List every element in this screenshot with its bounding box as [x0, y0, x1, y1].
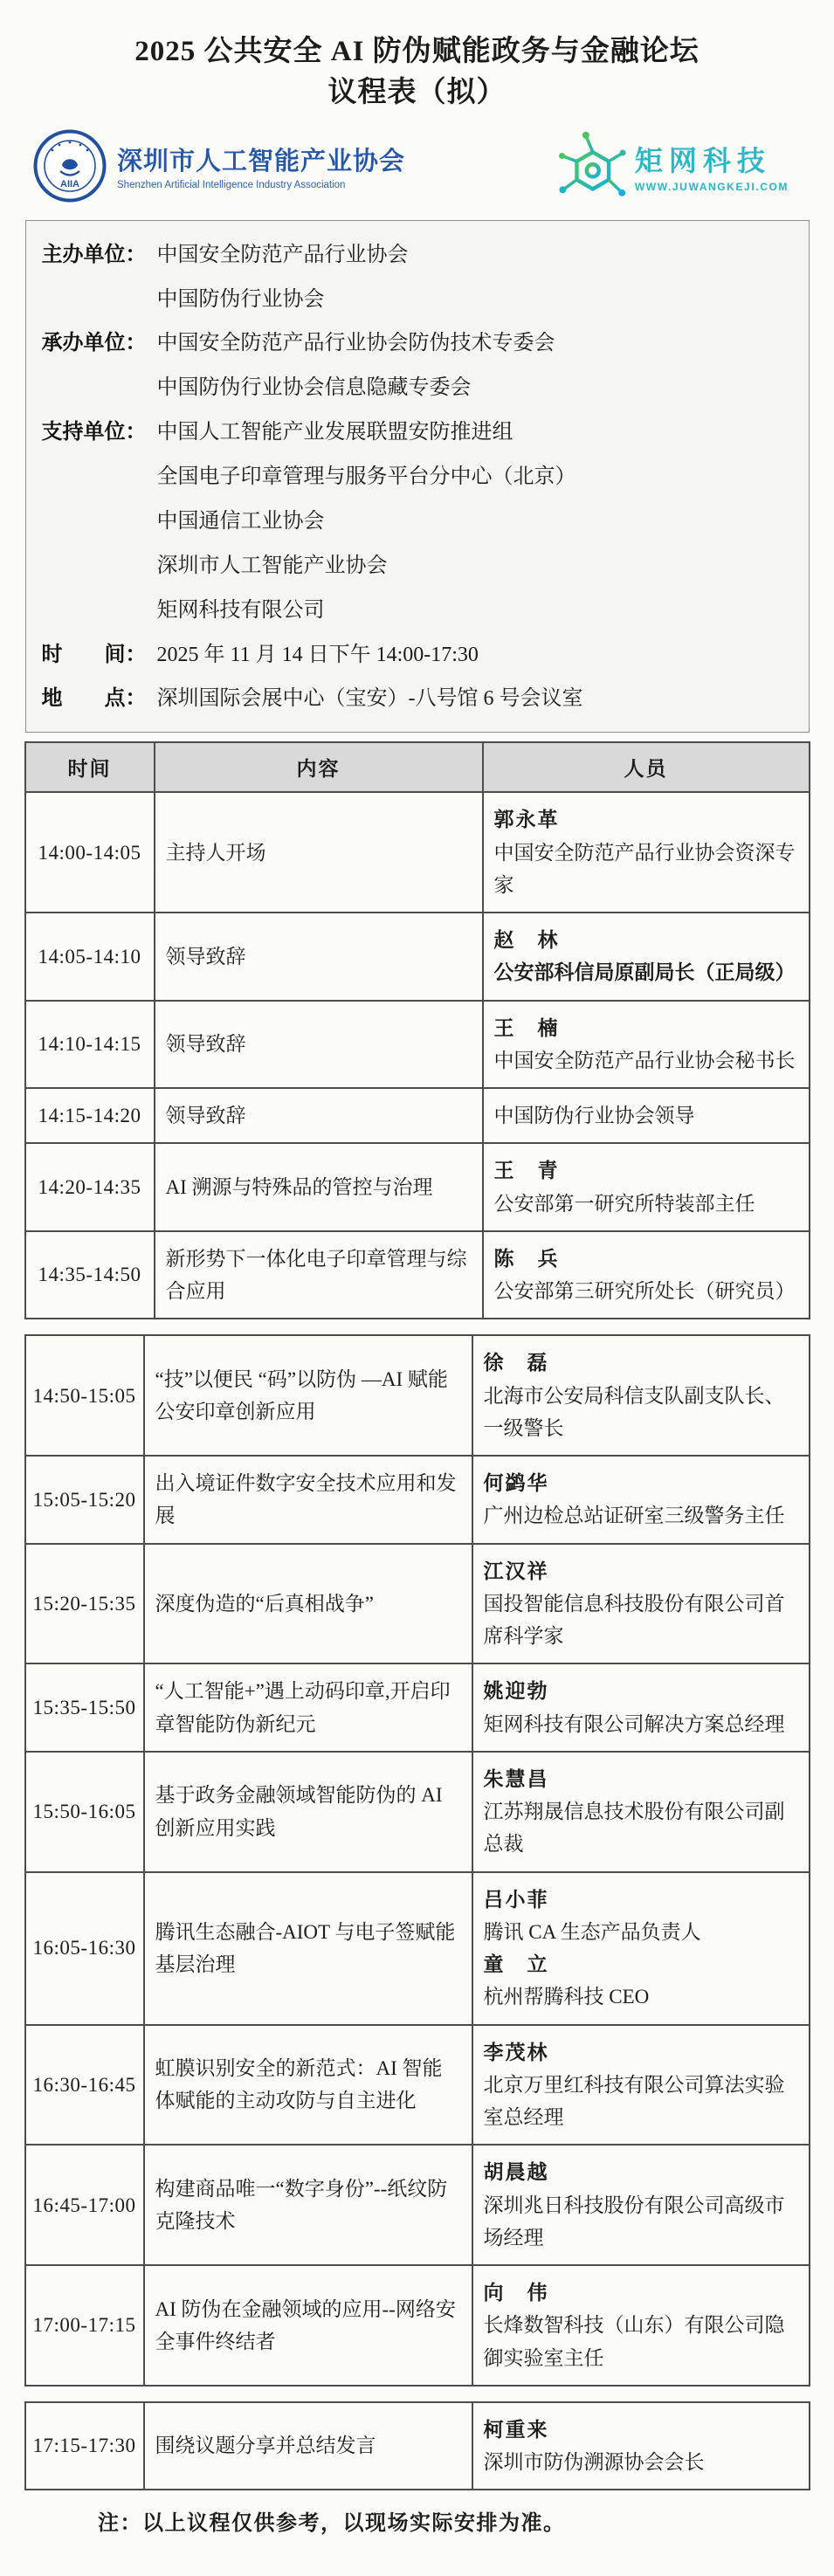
speaker-name: 李茂林 [483, 2041, 549, 2063]
time-cell: 15:50-16:05 [25, 1752, 144, 1872]
aiia-logo-text [117, 141, 405, 190]
time-cell: 15:35-15:50 [25, 1663, 144, 1752]
speaker-name: 王 青 [493, 1160, 560, 1182]
agenda-row [25, 1663, 810, 1752]
info-value-line: 中国防伪行业协会信息隐藏专委会 [156, 376, 472, 400]
time-cell: 16:45-17:00 [25, 2145, 144, 2265]
speaker-role: 北海市公安局科信支队副支队长、一级警长 [483, 1384, 785, 1439]
speaker-cell [483, 913, 810, 1001]
time-cell: 14:15-14:20 [25, 1088, 155, 1143]
aiia-emblem-icon [33, 129, 107, 203]
speaker-role: 广州边检总站证研室三级警务主任 [483, 1505, 785, 1527]
speaker-cell [483, 1088, 810, 1143]
topic-cell: AI 溯源与特殊品的管控与治理 [155, 1143, 483, 1231]
agenda-row [25, 1231, 810, 1319]
speaker-name: 徐 磊 [483, 1352, 549, 1374]
info-row [42, 321, 793, 410]
topic-cell: 领导致辞 [155, 1001, 483, 1089]
agenda-row [25, 1143, 810, 1231]
speaker-cell [472, 1335, 810, 1456]
speaker-name: 江汉祥 [483, 1560, 549, 1582]
info-label: 地 点： [41, 687, 147, 711]
aiia-logo-name-en: Shenzhen Artificial Intelligence Industry Association [117, 179, 346, 190]
time-cell: 16:05-16:30 [25, 1872, 144, 2025]
speaker-cell [472, 1544, 810, 1664]
topic-cell: 深度伪造的“后真相战争” [144, 1544, 472, 1664]
speaker-cell [472, 2402, 810, 2490]
time-cell: 17:00-17:15 [25, 2265, 144, 2386]
info-label: 时 间： [41, 643, 147, 666]
agenda-row [25, 2402, 810, 2490]
event-info-box [25, 220, 810, 734]
speaker-role: 长烽数智科技（山东）有限公司隐御实验室主任 [483, 2314, 785, 2369]
topic-cell: 领导致辞 [155, 913, 483, 1001]
agenda-row [25, 1752, 810, 1872]
speaker-name: 向 伟 [483, 2282, 549, 2304]
speaker-role: 公安部第三研究所处长（研究员） [493, 1280, 796, 1303]
speaker-cell [472, 1663, 810, 1752]
info-value-line: 矩网科技有限公司 [156, 598, 325, 622]
speaker-cell [483, 1231, 810, 1319]
time-cell: 15:05-15:20 [25, 1456, 144, 1544]
topic-cell: 构建商品唯一“数字身份”--纸纹防克隆技术 [144, 2145, 472, 2265]
speaker-name: 朱慧昌 [483, 1767, 549, 1790]
column-header: 内容 [155, 742, 483, 792]
speaker-role: 深圳兆日科技股份有限公司高级市场经理 [483, 2194, 785, 2249]
info-row [42, 410, 793, 632]
info-row [42, 233, 793, 322]
juwang-logo-name: 矩网科技 [634, 144, 771, 176]
agenda-row [25, 1872, 810, 2025]
agenda-row [25, 1456, 810, 1544]
speaker-name: 陈 兵 [493, 1247, 560, 1270]
topic-cell: “技”以便民 “码”以防伪 —AI 赋能公安印章创新应用 [144, 1335, 472, 1456]
network-molecule-icon [553, 127, 630, 204]
time-cell: 15:20-15:35 [25, 1544, 144, 1664]
topic-cell: 虹膜识别安全的新范式：AI 智能体赋能的主动攻防与自主进化 [144, 2025, 472, 2146]
time-cell: 14:00-14:05 [25, 792, 155, 913]
agenda-tables [24, 741, 810, 2490]
page-title-line2: 议程表（拟） [327, 76, 507, 108]
info-value-line: 深圳市人工智能产业协会 [156, 554, 388, 577]
info-value-line: 中国安全防范产品行业协会 [156, 243, 409, 266]
time-cell: 14:10-14:15 [25, 1001, 155, 1089]
agenda-header-row [25, 742, 810, 792]
info-row [42, 633, 793, 678]
agenda-row [25, 1544, 810, 1664]
topic-cell: “人工智能+”遇上动码印章,开启印章智能防伪新纪元 [144, 1663, 472, 1752]
info-label: 支持单位： [41, 421, 147, 444]
page-title-line1: 2025 公共安全 AI 防伪赋能政务与金融论坛 [134, 36, 700, 67]
time-cell: 14:05-14:10 [25, 913, 155, 1001]
speaker-name: 柯重来 [483, 2418, 549, 2441]
speaker-role: 中国安全防范产品行业协会秘书长 [493, 1049, 796, 1071]
agenda-row [25, 913, 810, 1001]
column-header: 时间 [25, 742, 155, 792]
agenda-row [25, 2145, 810, 2265]
shenzhen-aiia-logo [33, 129, 405, 203]
speaker-name: 童 立 [483, 1953, 549, 1976]
speaker-name: 郭永革 [493, 809, 560, 831]
footnote: 注：以上议程仅供参考，以现场实际安排为准。 [98, 2512, 566, 2536]
speaker-cell [483, 792, 810, 913]
speaker-cell [483, 1001, 810, 1089]
speaker-cell [472, 2025, 810, 2146]
agenda-row [25, 792, 810, 913]
speaker-role: 杭州帮腾科技 CEO [483, 1986, 650, 2008]
topic-cell: 腾讯生态融合-AIOT 与电子签赋能基层治理 [144, 1872, 472, 2025]
topic-cell: 主持人开场 [155, 792, 483, 913]
time-cell: 14:20-14:35 [25, 1143, 155, 1231]
column-header: 人员 [483, 742, 810, 792]
info-values [157, 633, 793, 678]
speaker-name: 王 楠 [493, 1016, 560, 1039]
time-cell: 14:35-14:50 [25, 1231, 155, 1319]
info-values [157, 233, 793, 322]
speaker-role: 公安部第一研究所特装部主任 [493, 1192, 755, 1215]
speaker-name: 何鹢华 [483, 1472, 549, 1495]
speaker-name: 胡晨越 [483, 2161, 549, 2184]
agenda-table-block-2 [24, 1334, 810, 2387]
info-values [157, 677, 793, 721]
agenda-row [25, 2265, 810, 2386]
speaker-role: 腾讯 CA 生态产品负责人 [483, 1920, 701, 1943]
topic-cell: 基于政务金融领域智能防伪的 AI 创新应用实践 [144, 1752, 472, 1872]
info-value-line: 深圳国际会展中心（宝安）-八号馆 6 号会议室 [156, 687, 583, 711]
speaker-role: 矩网科技有限公司解决方案总经理 [483, 1712, 785, 1735]
info-values [157, 410, 793, 632]
speaker-cell [472, 2265, 810, 2386]
juwang-logo [553, 127, 789, 204]
info-value-line: 全国电子印章管理与服务平台分中心（北京） [156, 465, 576, 489]
topic-cell: 领导致辞 [155, 1088, 483, 1143]
speaker-role: 江苏翔晟信息技术股份有限公司副总裁 [483, 1801, 785, 1856]
speaker-name: 姚迎勃 [483, 1680, 549, 1703]
topic-cell: 新形势下一体化电子印章管理与综合应用 [155, 1231, 483, 1319]
info-label: 承办单位： [41, 332, 147, 355]
agenda-row [25, 1088, 810, 1143]
agenda-row [25, 2025, 810, 2146]
logo-row [0, 114, 834, 210]
juwang-logo-url: WWW.JUWANGKEJI.COM [634, 180, 789, 193]
info-value-line: 中国人工智能产业发展联盟安防推进组 [156, 421, 513, 444]
speaker-cell [472, 1456, 810, 1544]
time-cell: 17:15-17:30 [25, 2402, 144, 2490]
svg-text:AIIA: AIIA [60, 178, 79, 189]
speaker-cell [472, 1752, 810, 1872]
topic-cell: 围绕议题分享并总结发言 [144, 2402, 472, 2490]
agenda-row [25, 1335, 810, 1456]
speaker-role: 中国安全防范产品行业协会资深专家 [493, 841, 796, 896]
speaker-role: 深圳市防伪溯源协会会长 [483, 2451, 705, 2474]
speaker-role: 公安部科信局原副局长（正局级） [493, 961, 796, 984]
juwang-logo-text [635, 139, 789, 193]
speaker-role: 国投智能信息科技股份有限公司首席科学家 [483, 1592, 785, 1648]
agenda-row [25, 1001, 810, 1089]
info-row [42, 677, 793, 721]
speaker-cell [472, 2145, 810, 2265]
info-value-line: 中国通信工业协会 [156, 509, 325, 533]
info-value-line: 2025 年 11 月 14 日下午 14:00-17:30 [156, 643, 479, 666]
speaker-name: 赵 林 [493, 929, 560, 952]
page-title [0, 31, 834, 114]
time-cell: 14:50-15:05 [25, 1335, 144, 1456]
info-value-line: 中国防伪行业协会 [156, 287, 325, 311]
aiia-logo-name: 深圳市人工智能产业协会 [117, 147, 406, 176]
speaker-name: 吕小菲 [483, 1888, 549, 1911]
time-cell: 16:30-16:45 [25, 2025, 144, 2146]
topic-cell: AI 防伪在金融领域的应用--网络安全事件终结者 [144, 2265, 472, 2386]
info-label: 主办单位： [41, 243, 147, 266]
speaker-cell [483, 1143, 810, 1231]
info-value-line: 中国安全防范产品行业协会防伪技术专委会 [156, 332, 555, 355]
info-values [157, 321, 793, 410]
speaker-role: 北京万里红科技有限公司算法实验室总经理 [483, 2073, 785, 2129]
speaker-cell [472, 1872, 810, 2025]
speaker-role: 中国防伪行业协会领导 [493, 1105, 695, 1127]
topic-cell: 出入境证件数字安全技术应用和发展 [144, 1456, 472, 1544]
agenda-table-block-1 [24, 741, 810, 1319]
agenda-table-block-3 [24, 2401, 810, 2491]
